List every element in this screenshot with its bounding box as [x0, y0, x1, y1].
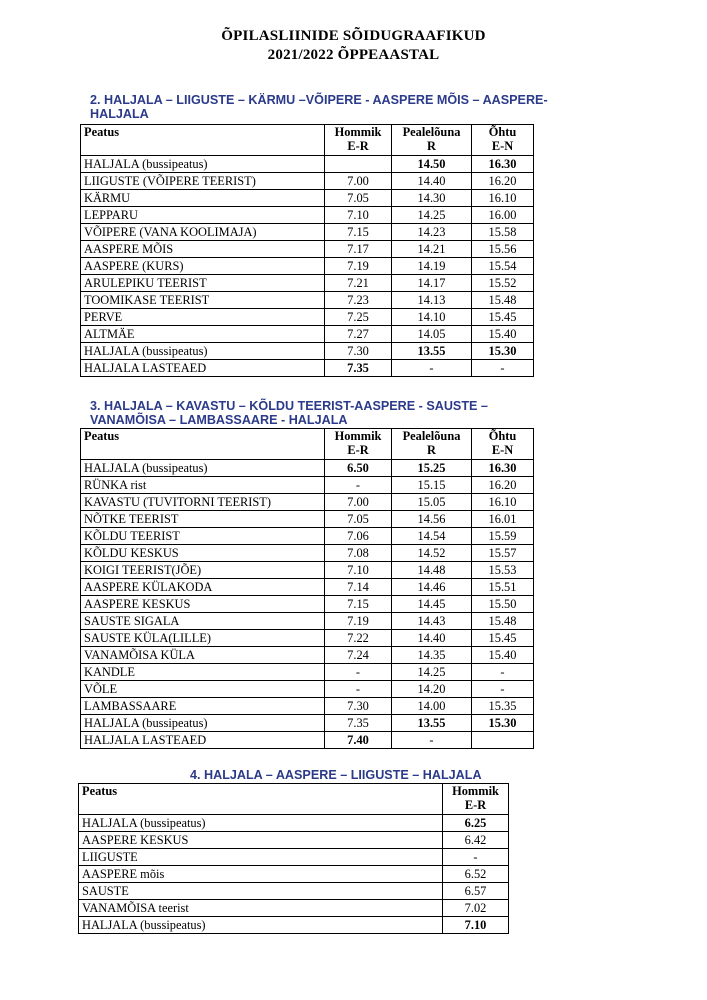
departure-time-morning: 6.57: [443, 883, 509, 900]
stop-name: VÕIPERE (VANA KOOLIMAJA): [81, 224, 325, 241]
departure-time-morning: 7.27: [325, 326, 392, 343]
departure-time-afternoon: 14.20: [392, 681, 472, 698]
table-row: [81, 681, 534, 698]
departure-time-morning: 7.14: [325, 579, 392, 596]
departure-time-afternoon: 15.25: [392, 460, 472, 477]
stop-name: KÕLDU TEERIST: [81, 528, 325, 545]
stop-name: KAVASTU (TUVITORNI TEERIST): [81, 494, 325, 511]
departure-time-morning: 7.40: [325, 732, 392, 749]
departure-time-afternoon: 14.21: [392, 241, 472, 258]
column-header-label: Õhtu: [488, 125, 517, 139]
departure-time-morning: 7.19: [325, 258, 392, 275]
column-header-label: Peatus: [82, 784, 118, 798]
table-row: [81, 309, 534, 326]
departure-time-evening: 15.30: [472, 343, 534, 360]
stop-name: LAMBASSAARE: [81, 698, 325, 715]
departure-time-morning: 7.00: [325, 173, 392, 190]
column-header-afternoon: [392, 125, 472, 156]
column-header-days: E-N: [491, 139, 514, 153]
departure-time-morning: 7.02: [443, 900, 509, 917]
stop-name: LIIGUSTE: [79, 849, 443, 866]
stop-name: LEPPARU: [81, 207, 325, 224]
departure-time-morning: 7.24: [325, 647, 392, 664]
departure-time-morning: 6.42: [443, 832, 509, 849]
table-row: [81, 630, 534, 647]
column-header-label: Õhtu: [488, 429, 517, 443]
column-header-days: R: [427, 139, 436, 153]
departure-time-afternoon: 14.05: [392, 326, 472, 343]
column-header-days: E-R: [347, 139, 369, 153]
departure-time-afternoon: 14.10: [392, 309, 472, 326]
departure-time-morning: 7.21: [325, 275, 392, 292]
route-4-title: [190, 768, 482, 782]
departure-time-evening: 15.48: [472, 613, 534, 630]
departure-time-morning: 6.52: [443, 866, 509, 883]
column-header-label: Peatus: [84, 429, 120, 443]
departure-time-morning: [325, 156, 392, 173]
departure-time-morning: 7.23: [325, 292, 392, 309]
departure-time-evening: 16.10: [472, 190, 534, 207]
stop-name: KOIGI TEERIST(JÕE): [81, 562, 325, 579]
column-header-stop: [79, 784, 443, 815]
departure-time-evening: 16.10: [472, 494, 534, 511]
table-row: [81, 477, 534, 494]
departure-time-evening: 15.45: [472, 630, 534, 647]
column-header-stop: [81, 125, 325, 156]
column-header-evening: [472, 429, 534, 460]
column-header-label: Hommik: [452, 784, 499, 798]
table-row: [81, 156, 534, 173]
departure-time-morning: 6.50: [325, 460, 392, 477]
departure-time-morning: -: [443, 849, 509, 866]
departure-time-afternoon: 14.30: [392, 190, 472, 207]
departure-time-evening: 16.00: [472, 207, 534, 224]
table-row: [79, 849, 509, 866]
column-header-evening: [472, 125, 534, 156]
departure-time-afternoon: 14.23: [392, 224, 472, 241]
table-row: [81, 207, 534, 224]
departure-time-morning: 7.35: [325, 715, 392, 732]
stop-name: AASPERE mõis: [79, 866, 443, 883]
departure-time-morning: 7.10: [325, 562, 392, 579]
table-row: [81, 343, 534, 360]
departure-time-morning: 7.10: [325, 207, 392, 224]
departure-time-morning: 7.06: [325, 528, 392, 545]
table-row: [81, 190, 534, 207]
route-3-title: [90, 399, 488, 427]
stop-name: AASPERE KÜLAKODA: [81, 579, 325, 596]
departure-time-morning: 6.25: [443, 815, 509, 832]
departure-time-afternoon: 14.19: [392, 258, 472, 275]
departure-time-afternoon: 13.55: [392, 343, 472, 360]
stop-name: ARULEPIKU TEERIST: [81, 275, 325, 292]
departure-time-evening: 16.30: [472, 460, 534, 477]
departure-time-morning: 7.30: [325, 343, 392, 360]
column-header-days: R: [427, 443, 436, 457]
column-header-days: E-R: [464, 798, 487, 812]
table-row: [79, 900, 509, 917]
stop-name: HALJALA (bussipeatus): [79, 815, 443, 832]
departure-time-afternoon: 14.35: [392, 647, 472, 664]
departure-time-evening: 15.53: [472, 562, 534, 579]
departure-time-evening: 15.56: [472, 241, 534, 258]
table-row: [81, 292, 534, 309]
stop-name: AASPERE KESKUS: [81, 596, 325, 613]
route-4-timetable: [78, 783, 509, 934]
table-row: [81, 173, 534, 190]
departure-time-evening: 15.30: [472, 715, 534, 732]
route-2-timetable: [80, 124, 534, 377]
document-subtitle: 2021/2022 ÕPPEAASTAL: [267, 47, 440, 63]
departure-time-morning: 7.10: [443, 917, 509, 934]
departure-time-morning: 7.19: [325, 613, 392, 630]
stop-name: RÜNKA rist: [81, 477, 325, 494]
departure-time-evening: 15.35: [472, 698, 534, 715]
departure-time-morning: 7.15: [325, 224, 392, 241]
table-row: [81, 562, 534, 579]
departure-time-evening: 15.57: [472, 545, 534, 562]
departure-time-evening: -: [472, 360, 534, 377]
stop-name: SAUSTE SIGALA: [81, 613, 325, 630]
stop-name: AASPERE MÕIS: [81, 241, 325, 258]
column-header-label: Peatus: [84, 125, 120, 139]
stop-name: KÄRMU: [81, 190, 325, 207]
departure-time-evening: 15.58: [472, 224, 534, 241]
departure-time-morning: 7.00: [325, 494, 392, 511]
stop-name: KÕLDU KESKUS: [81, 545, 325, 562]
table-row: [81, 258, 534, 275]
stop-name: HALJALA (bussipeatus): [81, 156, 325, 173]
departure-time-morning: 7.25: [325, 309, 392, 326]
table-row: [81, 596, 534, 613]
stop-name: AASPERE (KURS): [81, 258, 325, 275]
column-header-days: E-N: [491, 443, 514, 457]
stop-name: HALJALA LASTEAED: [81, 732, 325, 749]
table-row: [79, 832, 509, 849]
column-header-morning: [325, 429, 392, 460]
table-row: [81, 528, 534, 545]
stop-name: HALJALA (bussipeatus): [79, 917, 443, 934]
departure-time-morning: -: [325, 477, 392, 494]
stop-name: SAUSTE: [79, 883, 443, 900]
departure-time-evening: 16.20: [472, 173, 534, 190]
departure-time-evening: 15.52: [472, 275, 534, 292]
route-4-title-line1: 4. HALJALA – AASPERE – LIIGUSTE – HALJALA: [190, 768, 482, 782]
column-header-label: Pealelõuna: [402, 429, 461, 443]
departure-time-morning: -: [325, 681, 392, 698]
table-row: [81, 360, 534, 377]
column-header-label: Hommik: [334, 125, 382, 139]
table-row: [81, 579, 534, 596]
table-row: [79, 866, 509, 883]
route-3-title-line1: 3. HALJALA – KAVASTU – KÕLDU TEERIST-AASPERE - SAUSTE –: [90, 399, 488, 413]
stop-name: HALJALA LASTEAED: [81, 360, 325, 377]
departure-time-morning: 7.05: [325, 511, 392, 528]
departure-time-evening: 15.54: [472, 258, 534, 275]
route-3-title-line2: VANAMÕISA – LAMBASSAARE - HALJALA: [90, 413, 348, 427]
departure-time-afternoon: 14.43: [392, 613, 472, 630]
stop-name: HALJALA (bussipeatus): [81, 715, 325, 732]
table-row: [81, 647, 534, 664]
departure-time-evening: 15.59: [472, 528, 534, 545]
departure-time-evening: 15.40: [472, 647, 534, 664]
departure-time-afternoon: 14.40: [392, 630, 472, 647]
route-2-title-line1: 2. HALJALA – LIIGUSTE – KÄRMU –VÕIPERE - AASPERE MÕIS – AASPERE-: [90, 93, 548, 107]
departure-time-afternoon: -: [392, 732, 472, 749]
departure-time-evening: 15.40: [472, 326, 534, 343]
column-header-morning: [325, 125, 392, 156]
table-row: [79, 883, 509, 900]
route-3-timetable: [80, 428, 534, 749]
departure-time-evening: -: [472, 681, 534, 698]
departure-time-afternoon: 14.13: [392, 292, 472, 309]
departure-time-evening: -: [472, 664, 534, 681]
departure-time-afternoon: 14.00: [392, 698, 472, 715]
departure-time-evening: [472, 732, 534, 749]
header-row: [81, 125, 534, 156]
table-row: [81, 241, 534, 258]
departure-time-morning: 7.35: [325, 360, 392, 377]
column-header-label: Pealelõuna: [402, 125, 461, 139]
stop-name: PERVE: [81, 309, 325, 326]
departure-time-afternoon: 15.15: [392, 477, 472, 494]
stop-name: LIIGUSTE (VÕIPERE TEERIST): [81, 173, 325, 190]
departure-time-morning: 7.15: [325, 596, 392, 613]
route-2-title-line2: HALJALA: [90, 107, 149, 121]
stop-name: SAUSTE KÜLA(LILLE): [81, 630, 325, 647]
stop-name: HALJALA (bussipeatus): [81, 343, 325, 360]
column-header-days: E-R: [347, 443, 369, 457]
table-row: [81, 698, 534, 715]
departure-time-evening: 15.48: [472, 292, 534, 309]
departure-time-afternoon: 14.48: [392, 562, 472, 579]
stop-name: VÕLE: [81, 681, 325, 698]
stop-name: VANAMÕISA KÜLA: [81, 647, 325, 664]
departure-time-afternoon: 14.54: [392, 528, 472, 545]
table-row: [81, 511, 534, 528]
header-row: [81, 429, 534, 460]
table-row: [79, 815, 509, 832]
table-row: [81, 613, 534, 630]
stop-name: KANDLE: [81, 664, 325, 681]
departure-time-evening: 15.45: [472, 309, 534, 326]
route-2-title: [90, 93, 548, 121]
departure-time-afternoon: 14.25: [392, 664, 472, 681]
table-row: [81, 732, 534, 749]
table-row: [81, 545, 534, 562]
departure-time-morning: -: [325, 664, 392, 681]
table-row: [81, 224, 534, 241]
departure-time-afternoon: 14.46: [392, 579, 472, 596]
stop-name: TOOMIKASE TEERIST: [81, 292, 325, 309]
table-row: [81, 460, 534, 477]
departure-time-evening: 15.51: [472, 579, 534, 596]
departure-time-morning: 7.22: [325, 630, 392, 647]
stop-name: VANAMÕISA teerist: [79, 900, 443, 917]
departure-time-afternoon: 15.05: [392, 494, 472, 511]
stop-name: NÕTKE TEERIST: [81, 511, 325, 528]
departure-time-evening: 16.01: [472, 511, 534, 528]
column-header-label: Hommik: [334, 429, 382, 443]
table-row: [81, 494, 534, 511]
departure-time-afternoon: 14.45: [392, 596, 472, 613]
table-row: [81, 664, 534, 681]
table-row: [81, 715, 534, 732]
departure-time-morning: 7.30: [325, 698, 392, 715]
header-row: [79, 784, 509, 815]
departure-time-afternoon: 14.50: [392, 156, 472, 173]
departure-time-evening: 15.50: [472, 596, 534, 613]
table-row: [81, 326, 534, 343]
document-title: ÕPILASLIINIDE SÕIDUGRAAFIKUD: [221, 28, 486, 44]
departure-time-afternoon: -: [392, 360, 472, 377]
table-row: [79, 917, 509, 934]
departure-time-afternoon: 14.40: [392, 173, 472, 190]
departure-time-afternoon: 14.52: [392, 545, 472, 562]
stop-name: HALJALA (bussipeatus): [81, 460, 325, 477]
departure-time-morning: 7.08: [325, 545, 392, 562]
column-header-stop: [81, 429, 325, 460]
table-row: [81, 275, 534, 292]
column-header-afternoon: [392, 429, 472, 460]
stop-name: ALTMÄE: [81, 326, 325, 343]
departure-time-afternoon: 14.25: [392, 207, 472, 224]
departure-time-morning: 7.17: [325, 241, 392, 258]
departure-time-evening: 16.30: [472, 156, 534, 173]
column-header-morning: [443, 784, 509, 815]
departure-time-afternoon: 13.55: [392, 715, 472, 732]
departure-time-afternoon: 14.56: [392, 511, 472, 528]
departure-time-evening: 16.20: [472, 477, 534, 494]
stop-name: AASPERE KESKUS: [79, 832, 443, 849]
departure-time-morning: 7.05: [325, 190, 392, 207]
departure-time-afternoon: 14.17: [392, 275, 472, 292]
